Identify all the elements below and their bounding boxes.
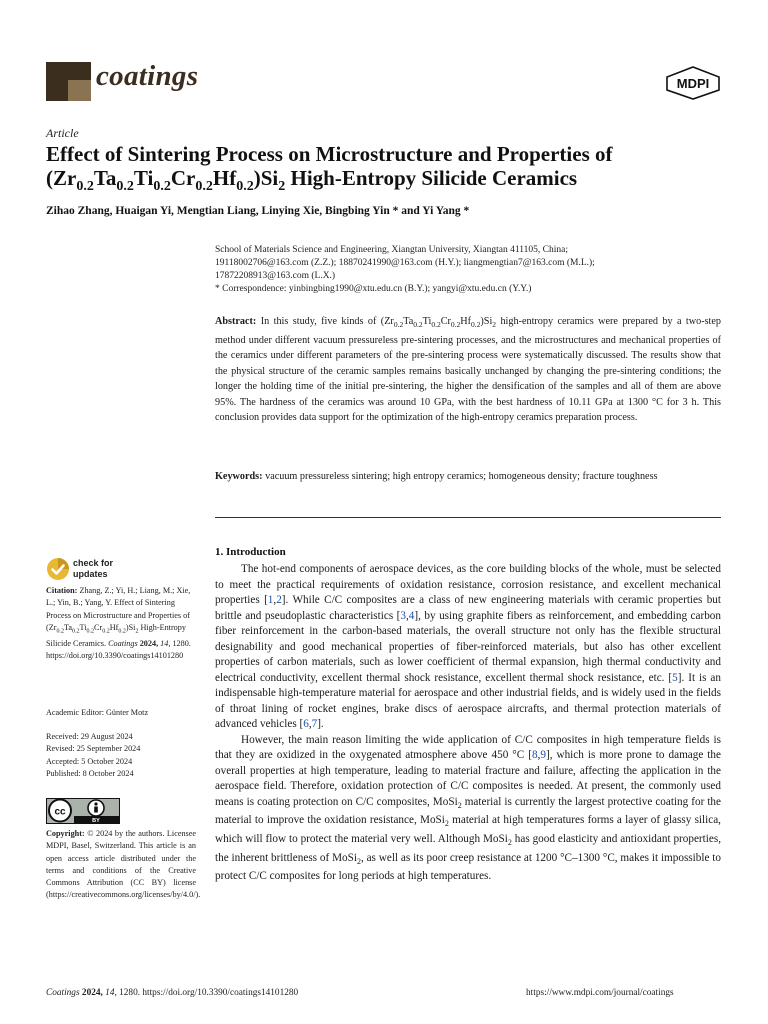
section-heading: 1. Introduction (215, 546, 286, 558)
footer-citation: Coatings 2024, 14, 1280. https://doi.org/10.3390/coatings14101280 (46, 988, 299, 998)
introduction-text (215, 562, 721, 885)
article-type: Article (46, 126, 79, 140)
revised-date: Revised: 25 September 2024 (46, 744, 141, 754)
journal-logo-icon (46, 62, 91, 101)
citation-block: Citation: Zhang, Z.; Yi, H.; Liang, M.; Xie, L.; Yin, B.; Yang, Y. Effect of Sintering Process on Microstructure and Properties of $(Zr_{0.2}Ta_{0.2}Ti_{0.2}Cr_{0.2}Hf_{0.2})Si_2$ High-Entropy Silicide Ceramics. Coatings 2024, 14, 1280. https://doi.org/10.3390/coatings14101280 (46, 586, 191, 661)
affiliation-emails-2: 17872208913@163.com (L.X.) (215, 271, 336, 281)
abstract-label: Abstract: (215, 316, 257, 327)
correspondence: * Correspondence: yinbingbing1990@xtu.edu.cn (B.Y.); yangyi@xtu.edu.cn (Y.Y.) (215, 284, 532, 294)
paragraph: The hot-end components of aerospace devices, as the core building blocks of the whole, must be selected to meet the practical requirements of oxidation resistance, corrosion resistance, and excellent mechanical properties [1,2]. While C/C composites are a class of new engineering materials with ceramic properties but brittle and pseudoplastic characteristics [3,4], by using graphite fibers as reinforcement, and embedding carbon fiber reinforcement in the carbon-based materials, the overall structure not only has the flexible structural designability and good mechanical properties of fiber-reinforced materials, but also has other excellent properties of carbon materials, such as lower coefficient of thermal expansion, high thermal conductivity and electrical conductivity, excellent thermal shock resistance, excellent thermal shock resistance, etc. [5]. It is an indispensable high-temperature material for aerospace and other industrial fields, and is widely used in the fields of throat lining of rocket engines, brake discs of aerospace aircrafts, and thermal protection materials of advanced vehicles [6,7]. (215, 563, 721, 730)
affiliation-emails: 19118002706@163.com (Z.Z.); 18870241990@163.com (H.Y.); liangmengtian7@163.com (M.L.); (215, 258, 595, 268)
keywords (215, 469, 721, 485)
publication-dates (46, 731, 206, 780)
citation-doi-link[interactable]: 1280. https://doi.org/10.3390/coatings14101280 (46, 638, 191, 661)
affiliations (215, 244, 735, 296)
academic-editor: Academic Editor: Günter Motz (46, 708, 149, 717)
keywords-label: Keywords: (215, 471, 263, 482)
svg-text:cc: cc (54, 806, 66, 818)
copyright-notice: Copyright: © 2024 by the authors. Licensee MDPI, Basel, Switzerland. This article is an open access article distributed under the terms and conditions of the Creative Commons Attribution (CC BY) license (https://creativecommons.org/licenses/by/4.0/). (46, 829, 201, 900)
paragraph: However, the main reason limiting the wide application of C/C composites in high temperature fields is that they are oxidized in the oxygenated atmosphere above 450 °C [8,9], which is more prone to damage the overall properties at high temperature, leading to material fracture and failure, affecting the application in the aerospace field. Therefore, oxidation protection of C/C composites is needed. At present, the commonly used means is coating protection on C/C composites, MoSi$_2$ material is currently the largest protective coating for the material to improve the oxidation resistance, MoSi$_2$ material at high temperatures forms a layer of glassy silica, which will flow to protect the material very well. Although MoSi$_2$ has good elasticity and antioxidant properties, the inherent brittleness of MoSi$_2$, as well as its poor creep resistance at 1200 °C–1300 °C, makes it impossible to protect C/C composites for long periods at high temperatures. (215, 733, 721, 883)
affiliation-line: School of Materials Science and Engineering, Xiangtan University, Xiangtan 411105, China; (215, 245, 568, 255)
published-date: Published: 8 October 2024 (46, 768, 134, 778)
svg-text:MDPI: MDPI (676, 76, 710, 91)
svg-text:BY: BY (92, 818, 100, 824)
author-list: Zihao Zhang, Huaigan Yi, Mengtian Liang, Linying Xie, Bingbing Yin * and Yi Yang * (46, 205, 470, 217)
footer-doi-link[interactable]: 1280. https://doi.org/10.3390/coatings14101280 (119, 988, 299, 998)
article-title-line1: Effect of Sintering Process on Microstructure and Properties of (46, 142, 613, 166)
received-date: Received: 29 August 2024 (46, 732, 133, 741)
accepted-date: Accepted: 5 October 2024 (46, 756, 133, 766)
cc-by-license-icon[interactable] (46, 798, 120, 824)
footer-journal-url[interactable]: https://www.mdpi.com/journal/coatings (526, 988, 674, 998)
check-updates-icon (46, 557, 70, 581)
abstract: Abstract: In this study, five kinds of $(Zr_{0.2}Ta_{0.2}Ti_{0.2}Cr_{0.2}Hf_{0.2})Si_2$ high-entropy ceramics were prepared by a two-step method under different vacuum pressureless pre-sintering processes, and the microstructures and mechanical properties of the ceramics under different parameters of the pre-sintering process were systematically discussed. The results show that the physical structure of the ceramic samples remains basically unchanged by changing the pre-sintering conditions; the longer the holding time of the initial pre-sintering, the higher the densification of the samples and all of them are above 95%. The hardness of the ceramics was around 10 GPa, with the best hardness of 10.11 GPa at 1300 °C for 3 h. This conclusion provides data support for the optimization of the high-entropy ceramics preparation process. (215, 316, 721, 424)
article-title: Effect of Sintering Process on Microstructure and Properties of $(Zr_{0.2}Ta_{0.2}Ti_{0.2}Cr_{0.2}Hf_{0.2})Si_2$ High-Entropy Silicide Ceramics (46, 142, 613, 195)
section-divider (215, 517, 721, 518)
check-for-updates-badge[interactable]: check for updates (46, 556, 196, 584)
keywords-text: vacuum pressureless sintering; high entropy ceramics; homogeneous density; fracture toughness (265, 471, 658, 482)
mdpi-logo-icon (665, 66, 721, 100)
journal-name: coatings (96, 60, 199, 92)
